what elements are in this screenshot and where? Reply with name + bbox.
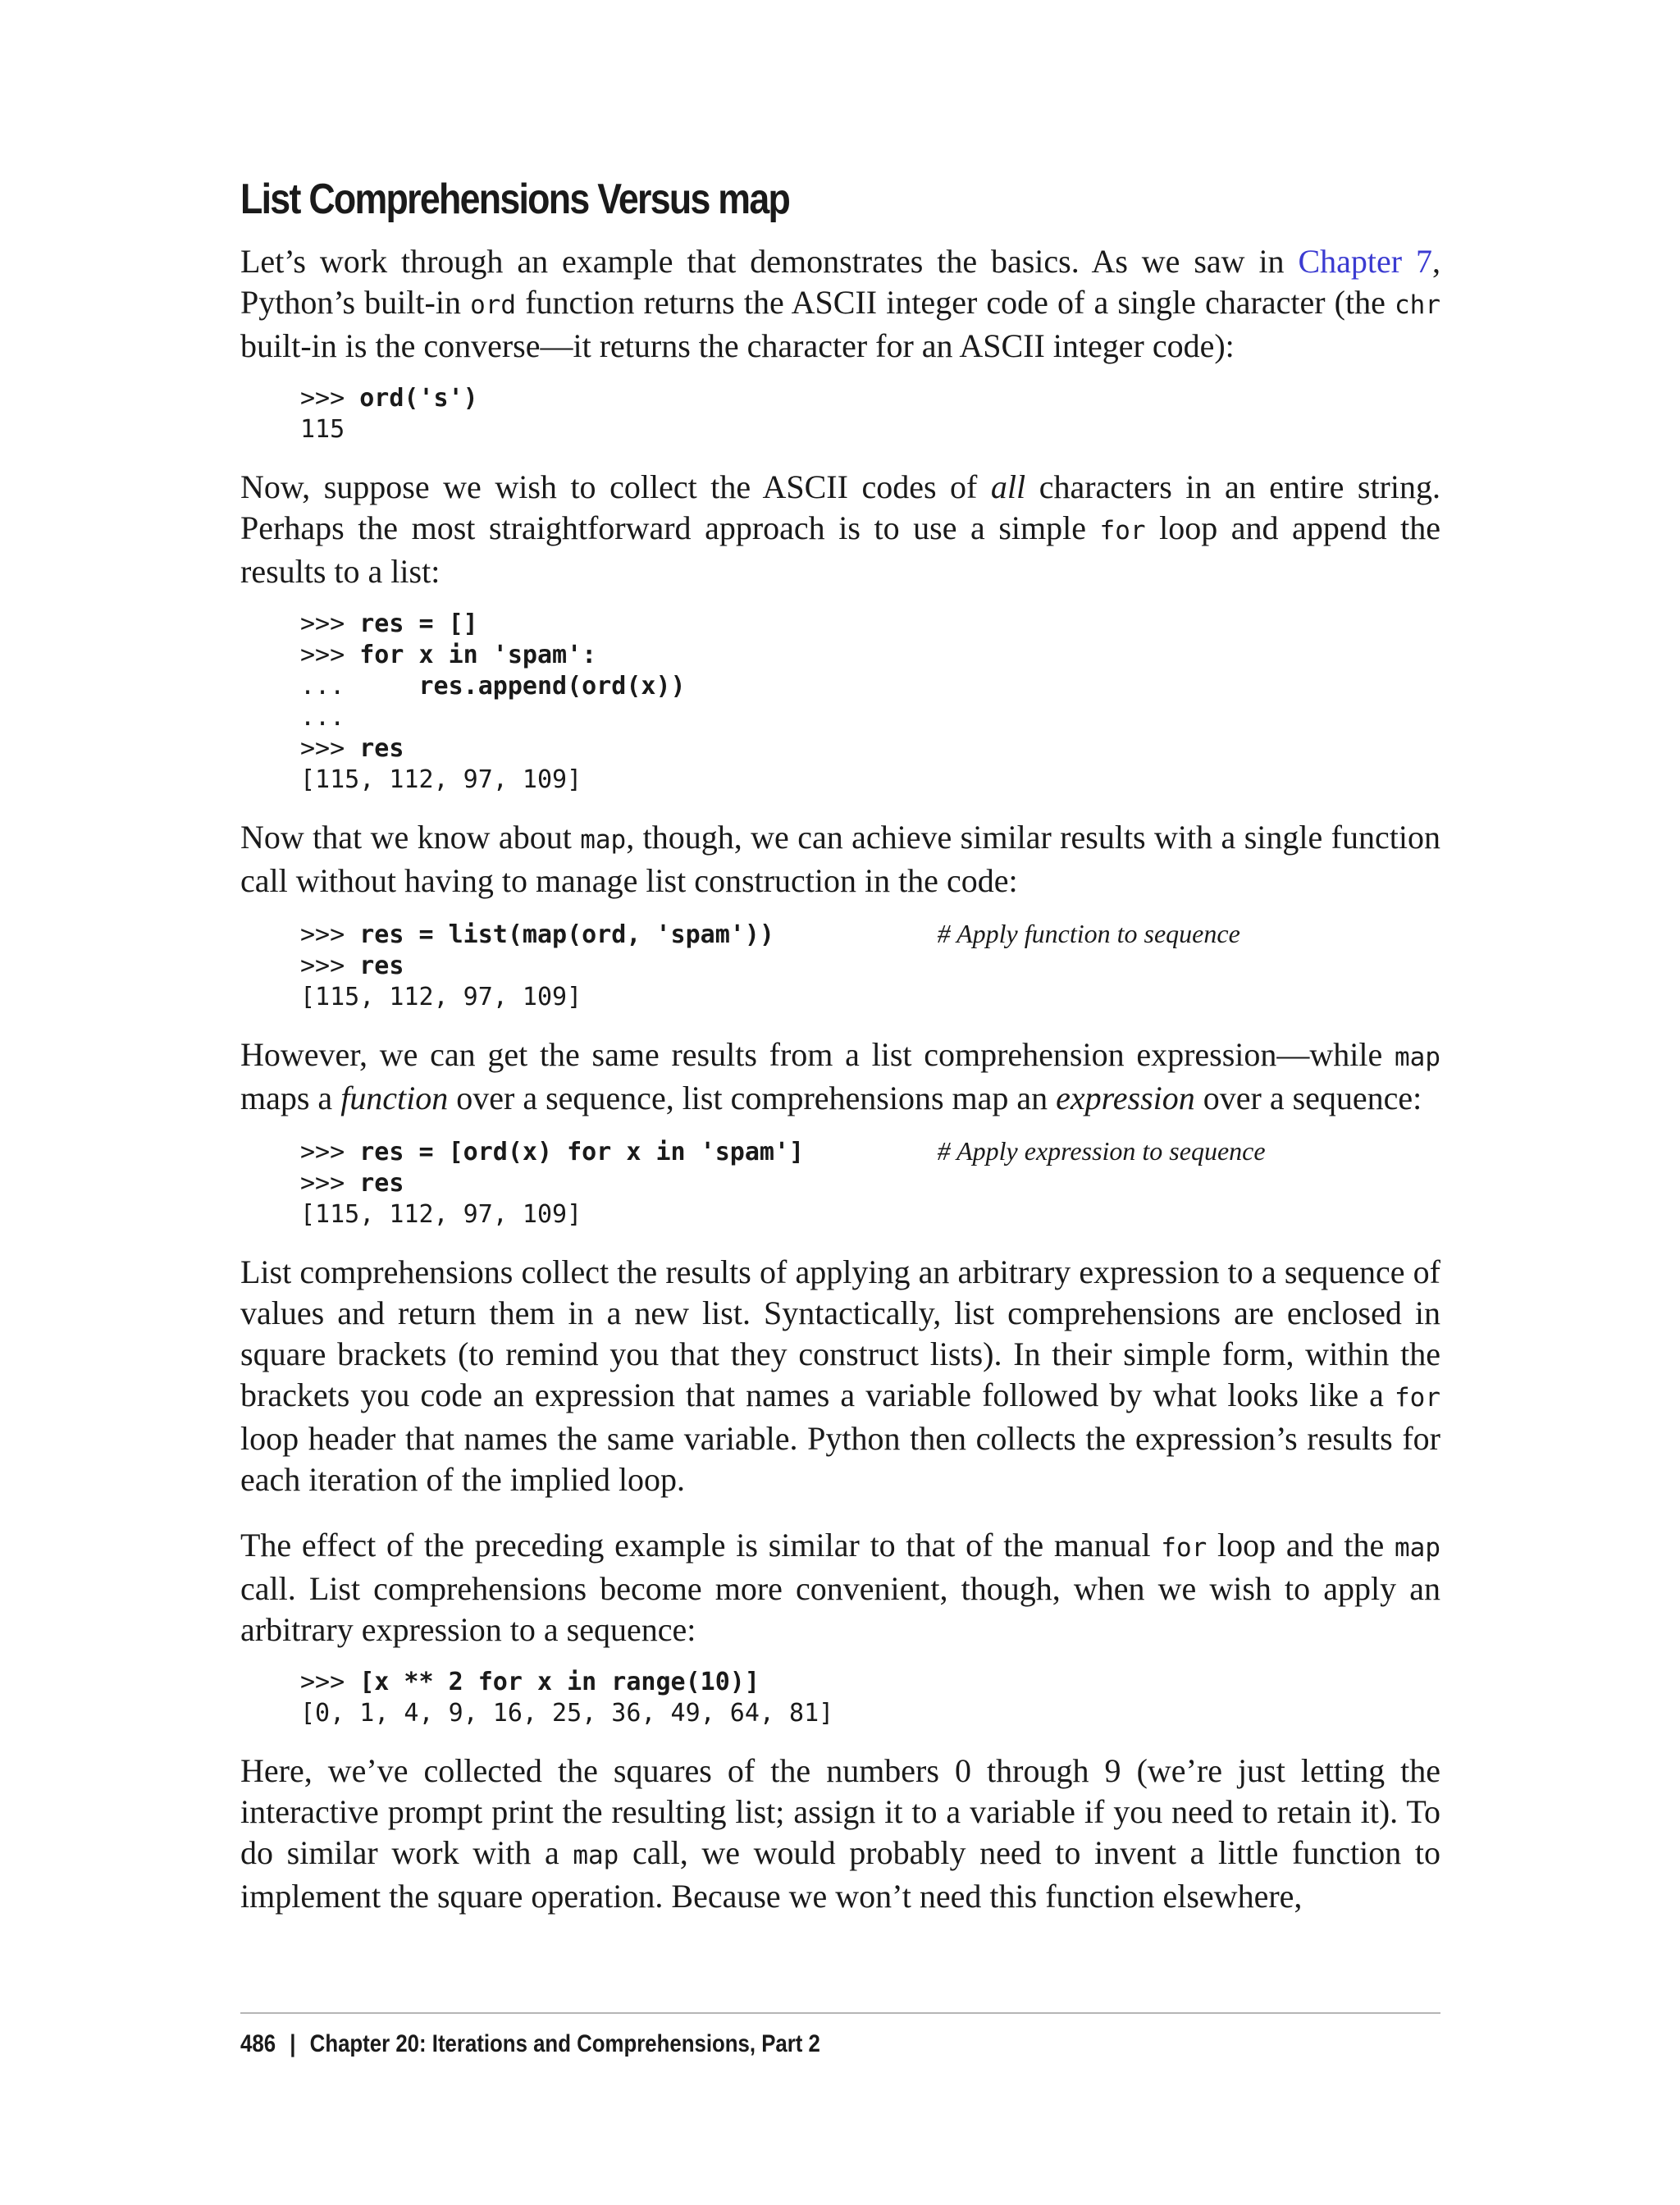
inline-code: for	[1099, 516, 1146, 546]
code-block-for-loop: >>> res = [] >>> for x in 'spam': ... res.append(ord(x)) ... >>> res [115, 112, 97, 109]	[300, 609, 686, 795]
paragraph-squares: Here, we’ve collected the squares of the numbers 0 through 9 (we’re just letting the interactive prompt print the resulting list; assign it to a variable if you need to retain it). To do similar work with a map call, we would probably need to invent a little function to implement the square operation. Because we won’t need this function elsewhere,	[240, 1752, 1441, 1915]
footer-separator: |	[290, 2030, 296, 2057]
inline-code: map	[573, 1841, 619, 1871]
code-comment: # Apply expression to sequence	[937, 1136, 1266, 1166]
paragraph-map: Now that we know about map, though, we can achieve similar results with a single function call without having to manage list construction in the code:	[240, 819, 1440, 900]
code-block-squares: >>> [x ** 2 for x in range(10)] [0, 1, 4, 9, 16, 25, 36, 49, 64, 81]	[300, 1668, 834, 1728]
paragraph-effect: The effect of the preceding example is similar to that of the manual for loop and the map call. List comprehensions become more convenient, though, when we wish to apply an arbitrary expression to a sequence:	[240, 1527, 1441, 1649]
code-block-listcomp: >>> res = [ord(x) for x in 'spam'] # Apply expression to sequence >>> res [115, 112, 97, 109]	[300, 1136, 1266, 1230]
inline-code: chr	[1395, 290, 1441, 321]
inline-code: map	[1395, 1533, 1441, 1564]
inline-code: ord	[470, 290, 517, 321]
chapter-7-link[interactable]: Chapter 7	[1298, 243, 1432, 281]
section-heading: List Comprehensions Versus map	[240, 176, 790, 223]
page-number: 486	[240, 2030, 276, 2057]
paragraph-intro: Let’s work through an example that demonstrates the basics. As we saw in Chapter 7, Python’s built-in ord function returns the ASCII integer code of a single character (the chr built-in is the converse—it returns the character for an ASCII integer code):	[240, 243, 1441, 365]
code-block-map: >>> res = list(map(ord, 'spam')) # Apply function to sequence >>> res [115, 112, 97, 109]	[300, 919, 1240, 1012]
inline-code: map	[580, 825, 627, 856]
chapter-title: Chapter 20: Iterations and Comprehensions, Part 2	[309, 2030, 820, 2057]
inline-code: for	[1395, 1383, 1440, 1413]
paragraph-for-loop: Now, suppose we wish to collect the ASCII codes of all characters in an entire string. Perhaps the most straightforward approach is to use a simple for loop and append the results to a list:	[240, 468, 1440, 591]
page-footer	[240, 2012, 1440, 2058]
inline-code: for	[1161, 1533, 1208, 1564]
paragraph-syntax: List comprehensions collect the results of applying an arbitrary expression to a sequence of values and return them in a new list. Syntactically, list comprehensions are enclosed in square brackets (to remind you that they construct lists). In their simple form, within the brackets you code an expression that names a variable followed by what looks like a for loop header that names the same variable. Python then collects the expression’s results for each iteration of the implied loop.	[240, 1253, 1440, 1499]
code-block-ord: >>> ord('s') 115	[300, 384, 478, 445]
inline-code: map	[1395, 1043, 1440, 1073]
code-comment: # Apply function to sequence	[937, 919, 1240, 949]
page-body	[240, 176, 1440, 1917]
paragraph-listcomp: However, we can get the same results from a list comprehension expression—while map maps a function over a sequence, list comprehensions map an expression over a sequence:	[240, 1036, 1440, 1117]
